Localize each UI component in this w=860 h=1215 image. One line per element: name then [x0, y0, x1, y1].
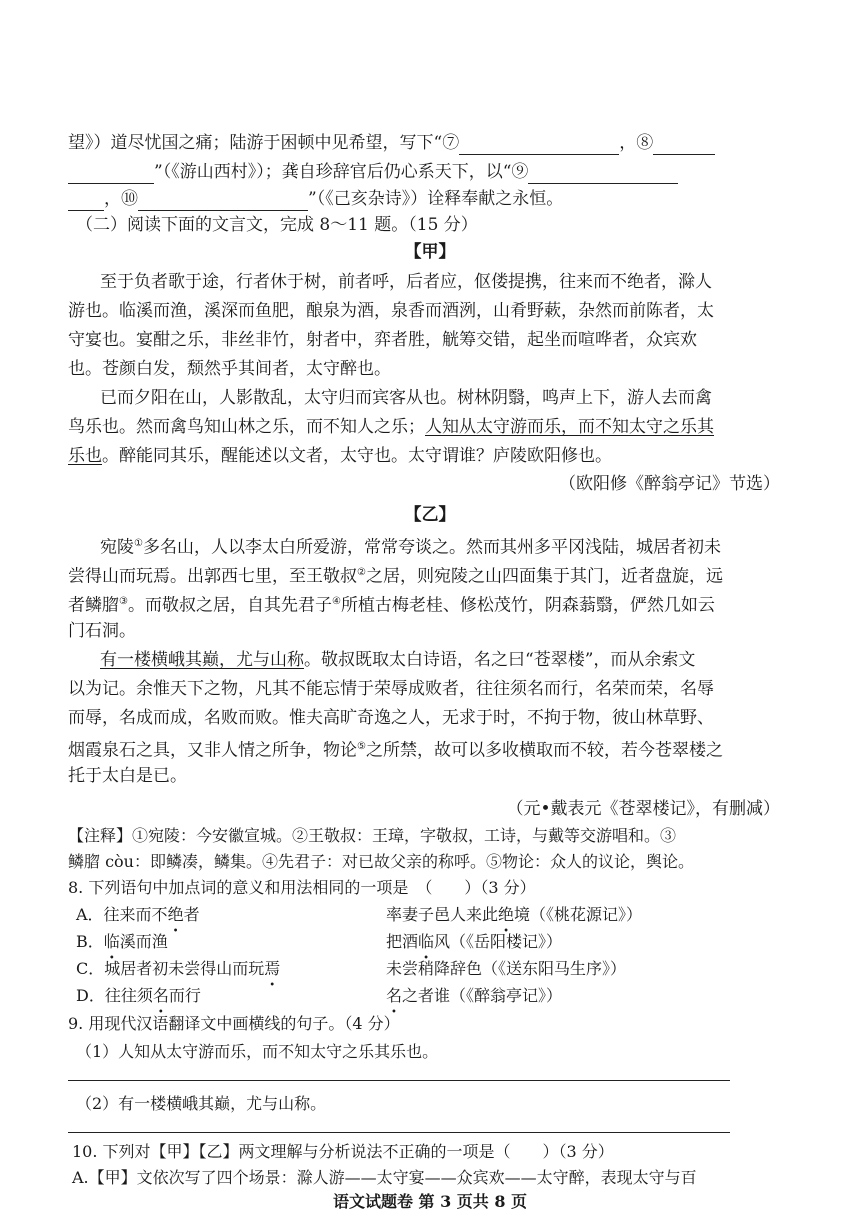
- q8-option-b[interactable]: B．临溪而渔 把酒临风（《岳阳楼记》）: [76, 932, 563, 951]
- note-marker-4: ④: [331, 596, 341, 607]
- jia-p1-line-3: 守宴也。宴酣之乐，非丝非竹，射者中，弈者胜，觥筹交错，起坐而喧哗者，众宾欢: [68, 330, 697, 350]
- dotted-word: 绝: [498, 905, 515, 924]
- yi-p2-line-1: 有一楼横峨其巅，尤与山称。敬叔既取太白诗语，名之曰“苍翠楼”，而从余索文: [100, 650, 696, 670]
- underlined-sentence-1b: 乐也: [68, 446, 102, 466]
- dotted-word: 临: [418, 932, 435, 951]
- q7-line-3: ，⑩ ”（《己亥杂诗》）诠释奉献之永恒。: [68, 187, 748, 211]
- answer-line-q9-1[interactable]: [68, 1080, 730, 1081]
- passage-jia-heading: 【甲】: [404, 242, 456, 262]
- jia-p1-line-1: 至于负者歌于途，行者休于树，前者呼，后者应，伛偻提携，往来而不绝者，滁人: [100, 272, 712, 292]
- jia-p2-line-1: 已而夕阳在山，人影散乱，太守归而宾客从也。树林阴翳，鸣声上下，游人去而禽: [100, 388, 712, 408]
- yi-p2-line-2: 以为记。余惟天下之物，凡其不能忘情于荣辱成败者，往往须名而行，名荣而荣，名辱: [68, 679, 714, 699]
- underlined-sentence-2: 有一楼横峨其巅，尤与山称: [100, 650, 304, 670]
- yi-p2-line-3: 而辱，名成而成，名败而败。惟夫高旷奇逸之人，无求于时，不拘于物，彼山林草野、: [68, 708, 714, 728]
- q8-option-a[interactable]: A．往来而不绝者 率妻子邑人来此绝境（《桃花源记》）: [76, 905, 643, 924]
- notes-line-1: 【注释】①宛陵：今安徽宣城。②王敬叔：王璋，字敬叔，工诗，与戴等交游唱和。③: [68, 826, 677, 845]
- jia-source: （欧阳修《醉翁亭记》节选）: [559, 474, 780, 494]
- yi-p1-line-1: 宛陵①多名山，人以李太白所爱游，常常夸谈之。然而其州多平冈浅陆，城居者初未: [100, 537, 721, 558]
- yi-p2-line-4: 烟霞泉石之具，又非人情之所争，物论⑤之所禁，故可以多收横取而不较，若今苍翠楼之: [68, 740, 723, 761]
- passage-yi-heading: 【乙】: [404, 505, 456, 525]
- yi-p1-line-3: 者鳞䐇③。而敬叔之居，自其先君子④所植古梅老桂、修松茂竹，阴森蓊翳，俨然几如云: [68, 595, 715, 616]
- note-marker-3: ③: [119, 596, 128, 607]
- yi-p1-line-2: 尝得山而玩焉。出郭西七里，至王敬叔②之居，则宛陵之山四面集于其门，近者盘旋，远: [68, 566, 723, 587]
- note-marker-5: ⑤: [357, 741, 366, 752]
- q9-sentence-2: （2）有一楼横峨其巅，尤与山称。: [76, 1094, 327, 1113]
- answer-blank-8b[interactable]: [68, 165, 154, 184]
- q8-option-c[interactable]: C．城居者初未尝得山而玩焉 未尝稍降辞色（《送东阳马生序》）: [76, 959, 627, 978]
- dotted-word: 名: [152, 986, 169, 1005]
- yi-source: （元•戴表元《苍翠楼记》，有删减）: [506, 799, 780, 819]
- answer-blank-9a[interactable]: [528, 165, 678, 184]
- answer-blank-8a[interactable]: [653, 136, 715, 155]
- answer-blank-9b[interactable]: [68, 192, 104, 211]
- notes-line-2: 鳞䐇 còu：即鳞凑，鳞集。④先君子：对已故父亲的称呼。⑤物论：众人的议论，舆论。: [68, 852, 694, 871]
- answer-line-q9-2[interactable]: [68, 1132, 730, 1133]
- dotted-word: 名: [386, 986, 403, 1005]
- q7-line-2: ”（《游山西村》）；龚自珍辞官后仍心系天下，以“⑨: [68, 160, 748, 184]
- q10-stem: 10. 下列对【甲】【乙】两文理解与分析说法不正确的一项是（ ）（3 分）: [72, 1142, 614, 1161]
- q8-stem: 8. 下列语句中加点词的意义和用法相同的一项是 （ ）（3 分）: [68, 878, 536, 897]
- q8-option-d[interactable]: D．往往须名而行 名之者谁（《醉翁亭记》）: [76, 986, 563, 1005]
- q9-stem: 9. 用现代汉语翻译文中画横线的句子。（4 分）: [68, 1014, 400, 1033]
- page-footer: 语文试题卷 第 3 页共 8 页: [332, 1192, 528, 1211]
- section-2-heading: （二）阅读下面的文言文，完成 8～11 题。（15 分）: [76, 215, 478, 235]
- note-marker-2: ②: [357, 567, 366, 578]
- jia-p2-line-2: 鸟乐也。然而禽鸟知山林之乐，而不知人之乐；人知从太守游而乐，而不知太守之乐其: [68, 417, 714, 437]
- dotted-word: 临: [103, 932, 120, 951]
- dotted-word: 绝: [167, 905, 184, 924]
- jia-p1-line-2: 游也。临溪而渔，溪深而鱼肥，酿泉为酒，泉香而酒洌，山肴野蔌，杂然而前陈者，太: [68, 301, 714, 321]
- jia-p1-line-4: 也。苍颜白发，颓然乎其间者，太守醉也。: [68, 359, 391, 379]
- q7-line-1: 望》）道尽忧国之痛；陆游于困顿中见希望，写下“⑦ ，⑧: [68, 131, 748, 155]
- q10-option-a[interactable]: A.【甲】文依次写了四个场景：滁人游——太守宴——众宾欢——太守醉，表现太守与百: [72, 1168, 697, 1187]
- underlined-sentence-1a: 人知从太守游而乐，而不知太守之乐其: [425, 417, 714, 437]
- yi-p1-line-4: 门石洞。: [68, 621, 136, 641]
- answer-blank-10[interactable]: [138, 192, 308, 211]
- jia-p2-line-3: 乐也。醉能同其乐，醒能述以文者，太守也。太守谓谁？庐陵欧阳修也。: [68, 446, 612, 466]
- dotted-word: 焉: [264, 959, 281, 978]
- answer-blank-7[interactable]: [459, 136, 619, 155]
- q9-sentence-1: （1）人知从太守游而乐，而不知太守之乐其乐也。: [76, 1042, 439, 1061]
- yi-p2-line-5: 托于太白是已。: [68, 766, 187, 786]
- note-marker-1: ①: [134, 538, 143, 549]
